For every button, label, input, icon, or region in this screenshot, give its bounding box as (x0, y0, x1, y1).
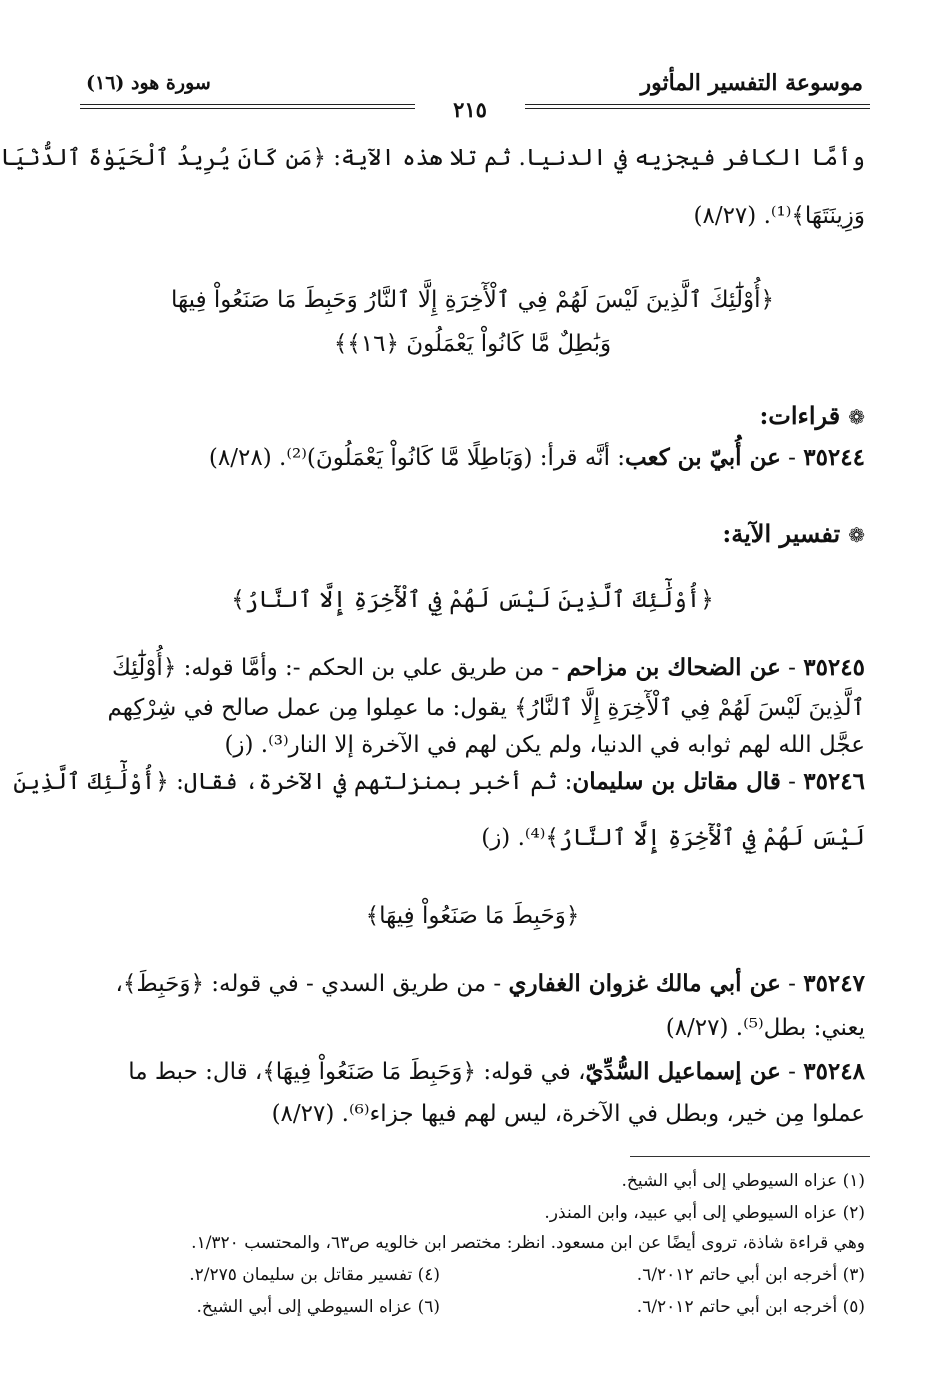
narration-text: - من طريق علي بن الحكم -: وأمَّا قوله: ﴿أُوْلَٰٓئِكَ (111, 655, 560, 681)
quran-verse: ﴿أُوْلَٰٓئِكَ ٱلَّذِينَ لَيْسَ لَهُمْ فِي ٱلْأٓخِرَةِ إِلَّا ٱلنَّارُ وَحَبِطَ مَا صَنَعُواْ فِيهَا (171, 287, 774, 313)
narration-35247: ٣٥٢٤٧ - عن أبي مالك غزوان الغفاري - من طريق السدي - في قوله: ﴿وَحَبِطَ﴾، (115, 970, 865, 997)
narration-number: ٣٥٢٤٦ (803, 768, 865, 795)
heading-text: قراءات: (759, 401, 841, 430)
text-line: يعني: بطل⁽⁵⁾. (٨/٢٧) (665, 1015, 865, 1041)
narration-number: ٣٥٢٤٤ (803, 444, 865, 471)
footnote: (١) عزاه السيوطي إلى أبي الشيخ. (621, 1171, 865, 1191)
text-line: عجَّل الله لهم ثوابه في الدنيا، ولم يكن لهم في الآخرة إلا النار⁽³⁾. (ز) (224, 732, 865, 758)
footnote: (٣) أخرجه ابن أبي حاتم ٦/٢٠١٢. (636, 1265, 865, 1285)
surah-label: سورة هود (١٦) (86, 72, 211, 94)
section-heading-qiraat (80, 398, 865, 435)
footnote-separator (630, 1156, 870, 1157)
quran-verse: ﴿أُوْلَٰٓئِكَ ٱلَّذِينَ لَيْسَ لَهُمْ فِي ٱلْأٓخِرَةِ إِلَّا ٱلنَّارُ﴾ (231, 587, 714, 613)
narrator-name: قال مقاتل بن سليمان (572, 768, 781, 795)
narration-35248: ٣٥٢٤٨ - عن إسماعيل السُّدِّيّ، في قوله: ﴿وَحَبِطَ مَا صَنَعُواْ فِيهَا﴾، قال: حبط ما (128, 1058, 865, 1085)
narration-35244: ٣٥٢٤٤ - عن أُبيّ بن كعب: أنَّه قرأ: (وَبَاطِلًا مَّا كَانُواْ يَعْمَلُونَ)⁽²⁾. (٨/٢٨) (208, 444, 865, 471)
narration-35246: ٣٥٢٤٦ - قال مقاتل بن سليمان: ثم أخبر بمنزلتهم في الآخرة، فقال: ﴿أُوْلَٰٓئِكَ ٱلَّذِينَ (13, 768, 865, 795)
narration-35245: ٣٥٢٤٥ - عن الضحاك بن مزاحم - من طريق علي بن الحكم -: وأمَّا قوله: ﴿أُوْلَٰٓئِكَ (111, 654, 865, 681)
narration-number: ٣٥٢٤٧ (803, 970, 865, 997)
footnote: (٤) تفسير مقاتل بن سليمان ٢/٢٧٥. (189, 1265, 440, 1285)
text-line: لَيْسَ لَهُمْ فِي ٱلْأٓخِرَةِ إِلَّا ٱلنَّارُ﴾⁽⁴⁾. (ز) (481, 825, 865, 851)
narrator-name: عن أبي مالك غزوان الغفاري (508, 970, 781, 997)
text-line: ٱلَّذِينَ لَيْسَ لَهُمْ فِي ٱلْأٓخِرَةِ إِلَّا ٱلنَّارُ﴾ يقول: ما عمِلوا مِن عمل صالح في شِرْكِهم (107, 695, 865, 721)
narration-text: ، في قوله: ﴿وَحَبِطَ مَا صَنَعُواْ فِيهَا﴾، قال: حبط ما (128, 1059, 586, 1085)
page-number: ٢١٥ (415, 97, 525, 122)
heading-text: تفسير الآية: (722, 519, 841, 548)
flower-icon: ❁ (848, 405, 865, 429)
quran-verse: ﴿وَحَبِطَ مَا صَنَعُواْ فِيهَا﴾ (365, 903, 580, 929)
narration-number: ٣٥٢٤٥ (803, 654, 865, 681)
quran-verse: وَبَٰطِلٌ مَّا كَانُواْ يَعْمَلُونَ ﴿١٦﴾﴾ (333, 331, 612, 357)
narration-text: : أنَّه قرأ: (وَبَاطِلًا مَّا كَانُواْ يَعْمَلُونَ)⁽²⁾. (٨/٢٨) (208, 445, 626, 471)
narrator-name: عن أُبيّ بن كعب (625, 444, 781, 471)
flower-icon: ❁ (848, 523, 865, 547)
narration-number: ٣٥٢٤٨ (803, 1058, 865, 1085)
footnote: (٥) أخرجه ابن أبي حاتم ٦/٢٠١٢. (636, 1297, 865, 1317)
text-line: وأمَّا الكافر فيجزيه في الدنيا. ثم تلا هذه الآية: ﴿مَن كَانَ يُرِيدُ ٱلْحَيَوٰةَ ٱلدُّنْيَا (0, 145, 865, 171)
footnote: وهي قراءة شاذة، تروى أيضًا عن ابن مسعود. انظر: مختصر ابن خالويه ص٦٣، والمحتسب ١/٣٢٠. (191, 1233, 865, 1253)
narrator-name: عن الضحاك بن مزاحم (566, 654, 781, 681)
text-line: عملوا مِن خير، وبطل في الآخرة، ليس لهم فيها جزاء⁽⁶⁾. (٨/٢٧) (271, 1101, 865, 1127)
footnote: (٦) عزاه السيوطي إلى أبي الشيخ. (196, 1297, 440, 1317)
footnote: (٢) عزاه السيوطي إلى أبي عبيد، وابن المنذر. (544, 1203, 865, 1223)
text-line: وَزِينَتَهَا﴾⁽¹⁾. (٨/٢٧) (693, 203, 865, 229)
narration-text: - من طريق السدي - في قوله: ﴿وَحَبِطَ﴾، (115, 971, 502, 997)
book-title: موسوعة التفسير المأثور (640, 70, 863, 96)
section-heading-tafsir (80, 516, 865, 553)
narration-text: : ثم أخبر بمنزلتهم في الآخرة، فقال: ﴿أُوْلَٰٓئِكَ ٱلَّذِينَ (13, 769, 573, 795)
narrator-name: عن إسماعيل السُّدِّيّ (585, 1058, 781, 1085)
page-number-box (370, 99, 570, 127)
